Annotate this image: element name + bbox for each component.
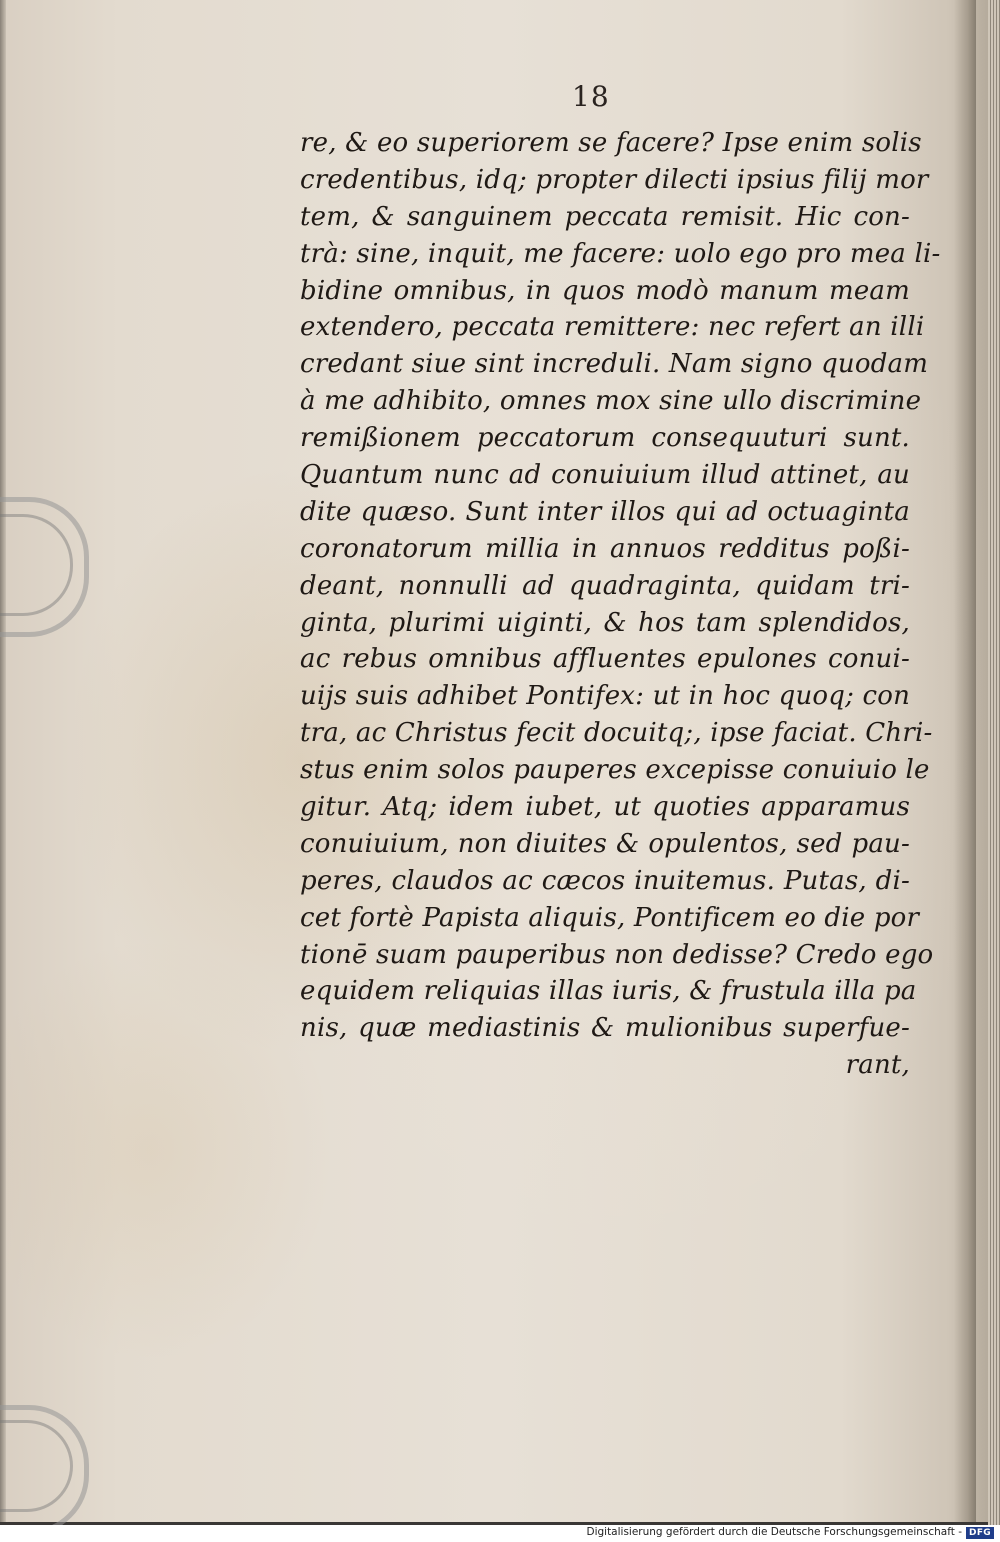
dfg-logo[interactable]: DFG <box>966 1527 994 1539</box>
text-line: tra, ac Christus fecit docuitq;, ipse faciat. Chri- <box>300 718 933 749</box>
page-fore-edge-shadow <box>954 0 976 1522</box>
page-stack-edge <box>988 0 1000 1525</box>
text-line: nis, quæ mediastinis & mulionibus superfue- <box>300 1013 910 1044</box>
text-line: tem, & sanguinem peccata remisit. Hic con- <box>300 201 910 232</box>
text-line: à me adhibito, omnes mox sine ullo discrimine <box>300 386 922 417</box>
text-line: cet fortè Papista aliquis, Pontificem eo die por <box>300 902 920 933</box>
text-line: coronatorum millia in annuos redditus poßi- <box>300 533 910 564</box>
text-line: re, & eo superiorem se facere? Ipse enim solis <box>300 128 922 158</box>
page-binding-edge <box>0 0 6 1522</box>
text-line: bidine omnibus, in quos modò manum meam <box>300 275 910 306</box>
clip-loop-top <box>0 497 89 637</box>
text-line: stus enim solos pauperes excepisse conuiuio le <box>300 755 930 786</box>
text-block <box>300 125 941 1084</box>
text-line: equidem reliquias illas iuris, & frustula illa pa <box>300 976 917 1007</box>
text-line: peres, claudos ac cæcos inuitemus. Putas, di- <box>300 865 910 896</box>
text-line: ac rebus omnibus affluentes epulones conui- <box>300 644 910 675</box>
text-line: tionē suam pauperibus non dedisse? Credo ego <box>300 939 934 970</box>
text-line: gitur. Atq; idem iubet, ut quoties apparamus <box>300 792 910 823</box>
text-line: uijs suis adhibet Pontifex: ut in hoc quoq; con <box>300 681 911 712</box>
text-line: ginta, plurimi uiginti, & hos tam splendidos, <box>300 607 910 638</box>
text-line: deant, nonnulli ad quadraginta, quidam tri- <box>300 570 910 601</box>
funding-attribution: Digitalisierung gefördert durch die Deutsche Forschungsgemeinschaft - <box>586 1526 962 1538</box>
text-line: trà: sine, inquit, me facere: uolo ego pro mea li- <box>300 238 941 269</box>
text-line: dite quæso. Sunt inter illos qui ad octuaginta <box>300 496 910 527</box>
catchword: rant, <box>845 1050 910 1081</box>
attribution-footer <box>0 1525 1000 1542</box>
text-line: Quantum nunc ad conuiuium illud attinet, au <box>300 460 910 491</box>
text-line: extendero, peccata remittere: nec refert an illi <box>300 312 925 343</box>
text-line: remißionem peccatorum consequuturi sunt. <box>300 423 910 454</box>
text-line: credentibus, idq; propter dilecti ipsius filij mor <box>300 164 929 195</box>
page-number: 18 <box>572 80 610 113</box>
text-line: conuiuium, non diuites & opulentos, sed pau- <box>300 828 910 859</box>
clip-loop-bottom <box>0 1405 89 1535</box>
text-line: credant siue sint increduli. Nam signo quodam <box>300 349 929 380</box>
